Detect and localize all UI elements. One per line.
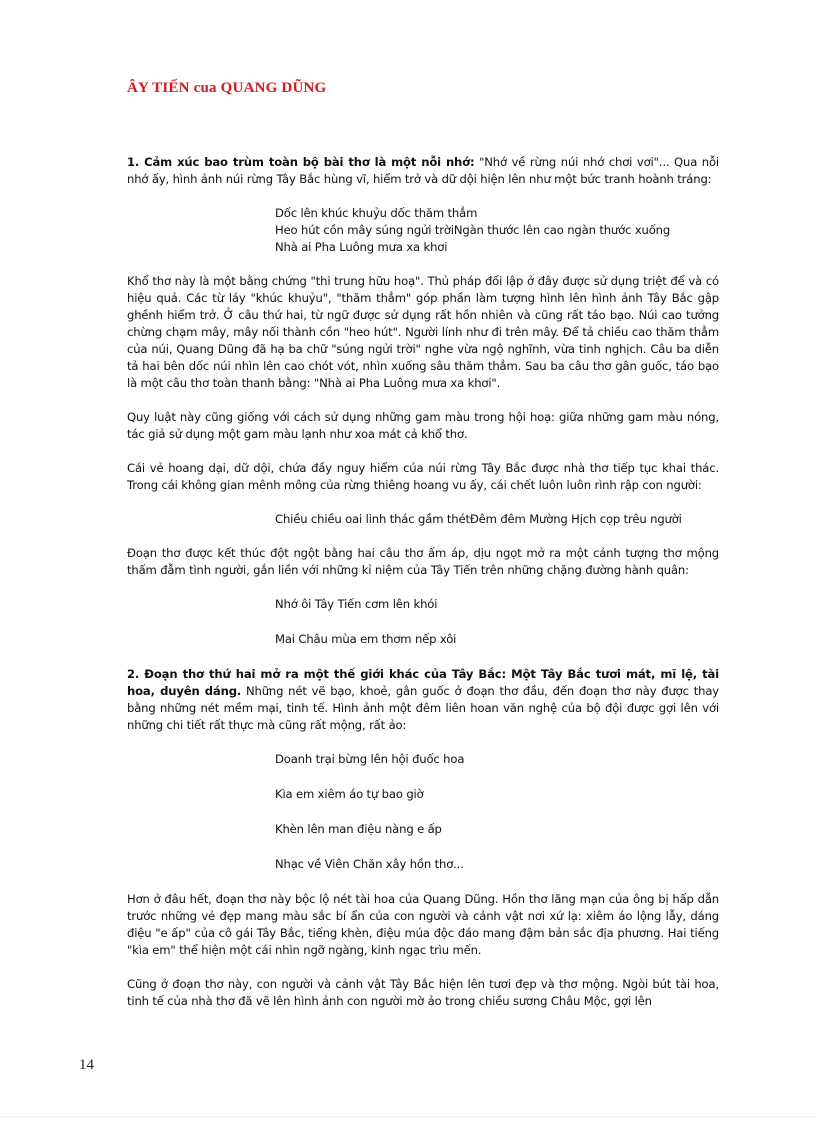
paragraph: Khổ thơ này là một bằng chứng "thi trung hữu hoạ". Thủ pháp đối lập ở đây được sử dụng triệt để và có hiệu quả. Các từ láy "khúc khuỷu", "thăm thẳm" góp phần làm tượng hình lên hình ảnh Tây Bắc gập ghềnh hiểm trở. Ở câu thứ hai, từ ngữ được sử dụng rất hồn nhiên và cũng rất táo bạo. Núi cao tưởng chừng chạm mây, mây nối thành cồn "heo hút". Người lính như đi trên mây. Để tả chiều cao thăm thẳm của núi, Quang Dũng đã hạ ba chữ "súng ngửi trời" nghe vừa ngộ nghĩnh, vừa tinh nghịch. Câu ba diễn tả hai bên dốc núi nhìn lên cao chót vót, nhìn xuống sâu thăm thẳm. Sau ba câu thơ gân guốc, táo bạo là một câu thơ toàn thanh bằng: "Nhà ai Pha Luông mưa xa khơi". bbox=[127, 274, 719, 390]
page-number: 14 bbox=[79, 1057, 94, 1073]
paragraph: Đoạn thơ được kết thúc đột ngột bằng hai câu thơ ấm áp, dịu ngọt mở ra một cảnh tượng thơ mộng thấm đẫm tình người, gắn liền với những kỉ niệm của Tây Tiến trên những chặng đường hành quân: bbox=[127, 546, 719, 577]
section-2-intro-text: Những nét vẽ bạo, khoẻ, gân guốc ở đoạn thơ đầu, đến đoạn thơ này được thay bằng những nét mềm mại, tinh tế. Hình ảnh một đêm liên hoan văn nghệ của bộ đội được gợi lên với những chi tiết rất thực mà cũng rất mộng, rất ảo: bbox=[127, 684, 719, 732]
poem-line: Nhạc về Viên Chăn xây hồn thơ... bbox=[275, 857, 464, 871]
poem-line: Kìa em xiêm áo tự bao giờ bbox=[275, 787, 424, 801]
document-body bbox=[127, 154, 719, 1027]
paragraph: Hơn ở đâu hết, đoạn thơ này bộc lộ nét tài hoa của Quang Dũng. Hồn thơ lãng mạn của ông bị hấp dẫn trước những vẻ đẹp mang màu sắc bí ẩn của con người và cảnh vật nơi xứ lạ: xiêm áo lộng lẫy, dáng điệu "e ấp" của cô gái Tây Bắc, tiếng khèn, điệu múa độc đáo mang đậm bản sắc địa phương. Hai tiếng "kìa em" thể hiện một cái nhìn ngỡ ngàng, kinh ngạc trìu mến. bbox=[127, 892, 719, 957]
poem-stanza-1 bbox=[127, 205, 719, 256]
document-title: ÂY TIẾN cua QUANG DŨNG bbox=[127, 80, 327, 96]
footer-divider bbox=[0, 1116, 816, 1118]
poem-line: Khèn lên man điệu nàng e ấp bbox=[275, 822, 442, 836]
section-1-heading: 1. Cảm xúc bao trùm toàn bộ bài thơ là một nỗi nhớ: bbox=[127, 155, 475, 169]
paragraph: Cái vẻ hoang dại, dữ dội, chứa đầy nguy hiểm của núi rừng Tây Bắc được nhà thơ tiếp tục khai thác. Trong cái không gian mênh mông của rừng thiêng hoang vu ấy, cái chết luôn luôn rình rập con người: bbox=[127, 461, 719, 492]
poem-line: Chiều chiều oai linh thác gầm thétĐêm đêm Mường Hịch cọp trêu người bbox=[275, 512, 682, 526]
poem-line: Nhớ ôi Tây Tiến cơm lên khói bbox=[275, 597, 438, 611]
paragraph: Cũng ở đoạn thơ này, con người và cảnh vật Tây Bắc hiện lên tươi đẹp và thơ mộng. Ngòi bút tài hoa, tinh tế của nhà thơ đã vẽ lên hình ảnh con người mờ ảo trong chiều sương Châu Mộc, gợi lên bbox=[127, 977, 719, 1008]
section-1-intro bbox=[127, 154, 719, 188]
paragraph: Quy luật này cũng giống với cách sử dụng những gam màu trong hội hoạ: giữa những gam màu nóng, tác giả sử dụng một gam màu lạnh như xoa mát cả khổ thơ. bbox=[127, 410, 719, 441]
poem-line: Dốc lên khúc khuỷu dốc thăm thẳm bbox=[275, 206, 478, 220]
poem-line: Heo hút cồn mây súng ngửi trờiNgàn thước lên cao ngàn thước xuống bbox=[275, 223, 671, 237]
section-2-heading: 2. Đoạn thơ thứ hai mở ra một thế giới khác của Tây Bắc: Một Tây Bắc tươi mát, mĩ lệ, tài hoa, duyên dáng. bbox=[127, 667, 719, 698]
poem-line: Doanh trại bừng lên hội đuốc hoa bbox=[275, 752, 465, 766]
poem-line: Nhà ai Pha Luông mưa xa khơi bbox=[275, 240, 448, 254]
poem-line: Mai Châu mùa em thơm nếp xôi bbox=[275, 632, 457, 646]
poem-stanza-4 bbox=[127, 751, 719, 873]
poem-stanza-3 bbox=[127, 596, 719, 648]
section-2-intro bbox=[127, 666, 719, 734]
section-1-intro-text: "Nhớ về rừng núi nhớ chơi vơi"... Qua nỗi nhớ ấy, hình ảnh núi rừng Tây Bắc hùng vĩ, hiểm trở và dữ dội hiện lên như một bức tranh hoành tráng: bbox=[127, 155, 719, 186]
poem-stanza-2 bbox=[127, 511, 719, 528]
